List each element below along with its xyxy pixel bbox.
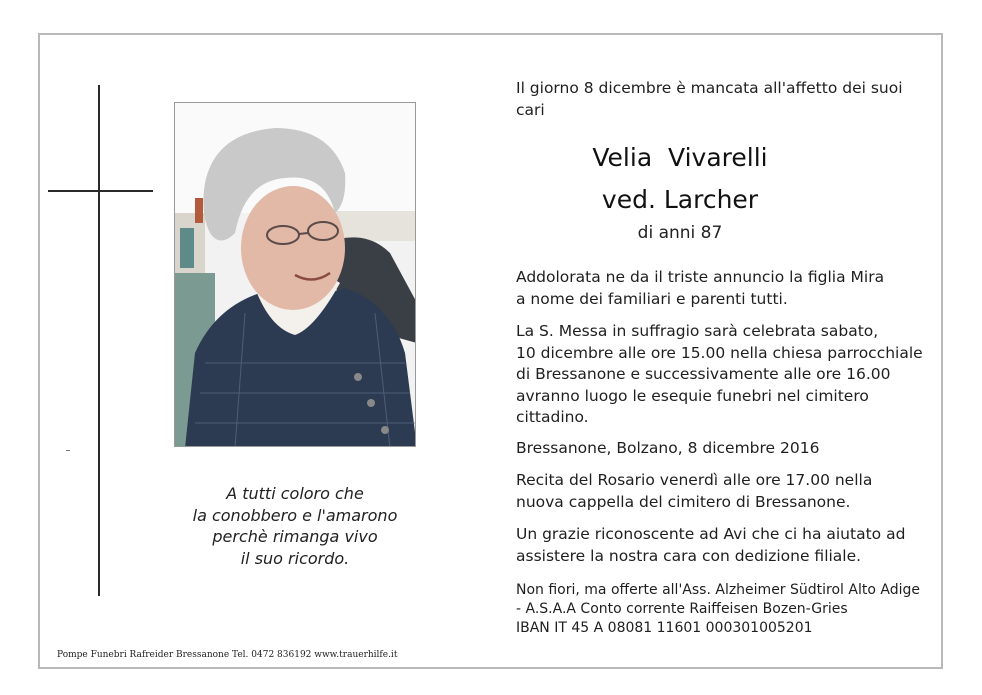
deceased-name: Velia Vivarelli xyxy=(592,143,768,172)
cross-horizontal-bar xyxy=(48,190,153,192)
mass-paragraph xyxy=(516,321,936,429)
quote-line: il suo ricordo. xyxy=(240,548,350,568)
portrait-illustration xyxy=(175,103,416,447)
family-line: a nome dei familiari e parenti tutti. xyxy=(516,289,788,308)
donations-paragraph xyxy=(516,581,936,638)
donations-line: Non fiori, ma offerte all'Ass. Alzheimer Südtirol Alto Adige xyxy=(516,582,920,598)
intro-line: Il giorno 8 dicembre è mancata all'affetto dei suoi xyxy=(516,79,903,97)
thanks-line: Un grazie riconoscente ad Avi che ci ha aiutato ad xyxy=(516,525,906,543)
rosary-line: nuova cappella del cimitero di Bressanone. xyxy=(516,492,851,511)
mass-line: La S. Messa in suffragio sarà celebrata sabato, xyxy=(516,322,879,340)
mass-line: 10 dicembre alle ore 15.00 nella chiesa parrocchiale xyxy=(516,343,923,362)
mass-line: avranno luogo le esequie funebri nel cimitero xyxy=(516,386,869,405)
quote-line: la conobbero e l'amarono xyxy=(192,505,398,525)
thanks-paragraph xyxy=(516,524,936,567)
funeral-home-footer: Pompe Funebri Rafreider Bressanone Tel. 0472 836192 www.trauerhilfe.it xyxy=(57,650,398,660)
thanks-line: assistere la nostra cara con dedizione filiale. xyxy=(516,546,862,565)
memorial-quote xyxy=(150,483,440,569)
cross-vertical-bar xyxy=(98,85,100,596)
mass-line: cittadino. xyxy=(516,408,589,426)
intro-line: cari xyxy=(516,100,545,119)
portrait-photo xyxy=(174,102,416,447)
place-date-line: Bressanone, Bolzano, 8 dicembre 2016 xyxy=(516,439,820,457)
donations-line: IBAN IT 45 A 08081 11601 000301005201 xyxy=(516,620,813,636)
quote-line: A tutti coloro che xyxy=(226,484,364,503)
rosary-paragraph xyxy=(516,470,936,513)
deceased-married-name: ved. Larcher xyxy=(601,185,759,214)
family-paragraph xyxy=(516,267,936,310)
rosary-line: Recita del Rosario venerdì alle ore 17.00 nella xyxy=(516,471,873,489)
donations-line: - A.S.A.A Conto corrente Raiffeisen Bozen-Gries xyxy=(516,601,848,617)
intro-paragraph xyxy=(516,78,936,121)
quote-line: perchè rimanga vivo xyxy=(212,527,378,546)
place-date xyxy=(516,438,936,460)
family-line: Addolorata ne da il triste annuncio la figlia Mira xyxy=(516,268,885,286)
mass-line: di Bressanone e successivamente alle ore 16.00 xyxy=(516,365,891,383)
scan-mark xyxy=(66,450,70,451)
deceased-age: di anni 87 xyxy=(637,223,723,243)
